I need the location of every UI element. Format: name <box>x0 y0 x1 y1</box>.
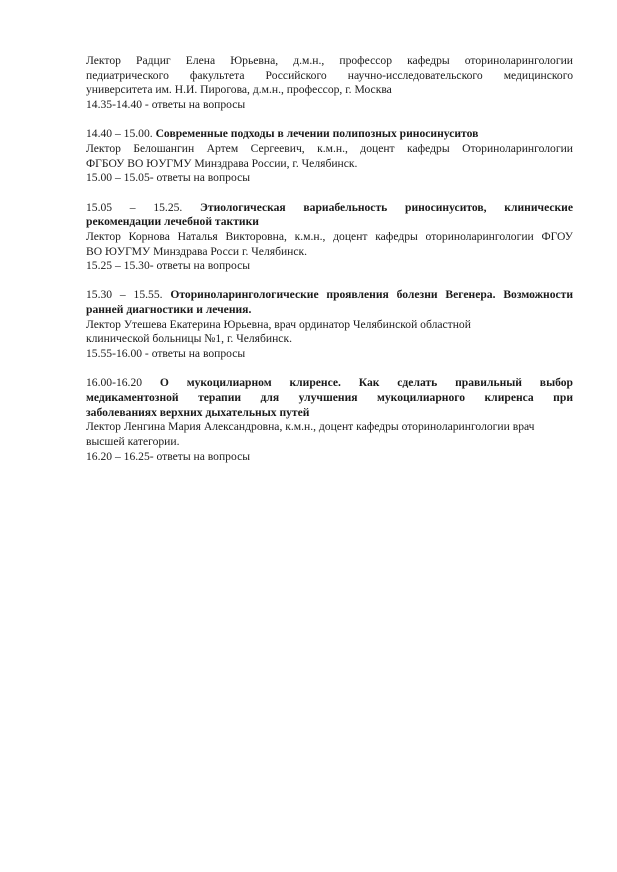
lecturer-line <box>86 318 573 333</box>
lecturer-text: Лектор Белошангин Артем Сергеевич, к.м.н., доцент кафедры Оториноларингологии <box>86 141 573 155</box>
session-title-line <box>86 303 573 318</box>
lecturer-text: Лектор Утешева Екатерина Юрьевна, врач ординатор Челябинской областной <box>86 317 471 331</box>
lecturer-line <box>86 69 573 84</box>
session-title: Оториноларингологические проявления болезни Вегенера. Возможности <box>170 288 574 302</box>
lecturer-text: ФГБОУ ВО ЮУГМУ Минздрава России, г. Челябинск. <box>86 156 358 170</box>
qa-line <box>86 347 573 362</box>
session-title-line <box>86 406 573 421</box>
lecturer-line <box>86 420 573 435</box>
session-title: заболеваниях верхних дыхательных путей <box>86 405 310 419</box>
session-title: Современные подходы в лечении полипозных риносинуситов <box>155 127 479 141</box>
lecturer-line <box>86 435 573 450</box>
qa-line <box>86 171 573 186</box>
page-content <box>86 54 573 464</box>
lecturer-line <box>86 54 573 69</box>
lecturer-line <box>86 332 573 347</box>
lecturer-text: ВО ЮУГМУ Минздрава Росси г. Челябинск. <box>86 244 308 258</box>
qa-line <box>86 259 573 274</box>
session-title-line <box>86 127 573 142</box>
lecturer-text: клинической больницы №1, г. Челябинск. <box>86 332 292 346</box>
session-block-radtsig <box>86 54 573 113</box>
qa-text: 14.35-14.40 - ответы на вопросы <box>86 97 246 111</box>
qa-line <box>86 98 573 113</box>
lecturer-line <box>86 230 573 245</box>
lecturer-text: Лектор Радциг Елена Юрьевна, д.м.н., профессор кафедры оториноларингологии <box>86 54 573 67</box>
lecturer-line <box>86 157 573 172</box>
qa-text: 16.20 – 16.25- ответы на вопросы <box>86 449 251 463</box>
session-title-line <box>86 201 573 216</box>
session-title: ранней диагностики и лечения. <box>86 303 252 317</box>
session-block-lengina <box>86 376 573 464</box>
session-title: Этиологическая вариабельность риносинуситов, клинические <box>200 200 574 214</box>
session-time: 15.30 – 15.55. <box>86 288 171 302</box>
qa-text: 15.25 – 15.30- ответы на вопросы <box>86 259 251 273</box>
session-title-line <box>86 215 573 230</box>
session-block-beloshangin <box>86 127 573 186</box>
session-title-line <box>86 288 573 303</box>
qa-text: 15.55-16.00 - ответы на вопросы <box>86 347 246 361</box>
lecturer-text: педиатрического факультета Российского научно-исследовательского медицинского <box>86 68 573 82</box>
lecturer-text: Лектор Ленгина Мария Александровна, к.м.н., доцент кафедры оториноларингологии врач <box>86 420 535 434</box>
lecturer-text: Лектор Корнова Наталья Викторовна, к.м.н., доцент кафедры оториноларингологии ФГОУ <box>86 229 573 243</box>
lecturer-line <box>86 142 573 157</box>
lecturer-text: высшей категории. <box>86 435 180 448</box>
qa-line <box>86 450 573 465</box>
lecturer-text: университета им. Н.И. Пирогова, д.м.н., профессор, г. Москва <box>86 83 392 97</box>
session-time: 14.40 – 15.00. <box>86 127 156 141</box>
lecturer-line <box>86 83 573 98</box>
session-time: 15.05 – 15.25. <box>86 200 201 214</box>
session-block-utesheva <box>86 288 573 361</box>
qa-text: 15.00 – 15.05- ответы на вопросы <box>86 171 251 185</box>
lecturer-line <box>86 245 573 260</box>
session-time: 16.00-16.20 <box>86 376 160 390</box>
session-title: рекомендации лечебной тактики <box>86 215 259 229</box>
session-title-line <box>86 376 573 391</box>
session-title-line <box>86 391 573 406</box>
session-title: О мукоцилиарном клиренсе. Как сделать правильный выбор <box>159 376 574 390</box>
session-block-kornova <box>86 201 573 274</box>
session-title: медикаментозной терапии для улучшения мукоцилиарного клиренса при <box>86 391 573 405</box>
